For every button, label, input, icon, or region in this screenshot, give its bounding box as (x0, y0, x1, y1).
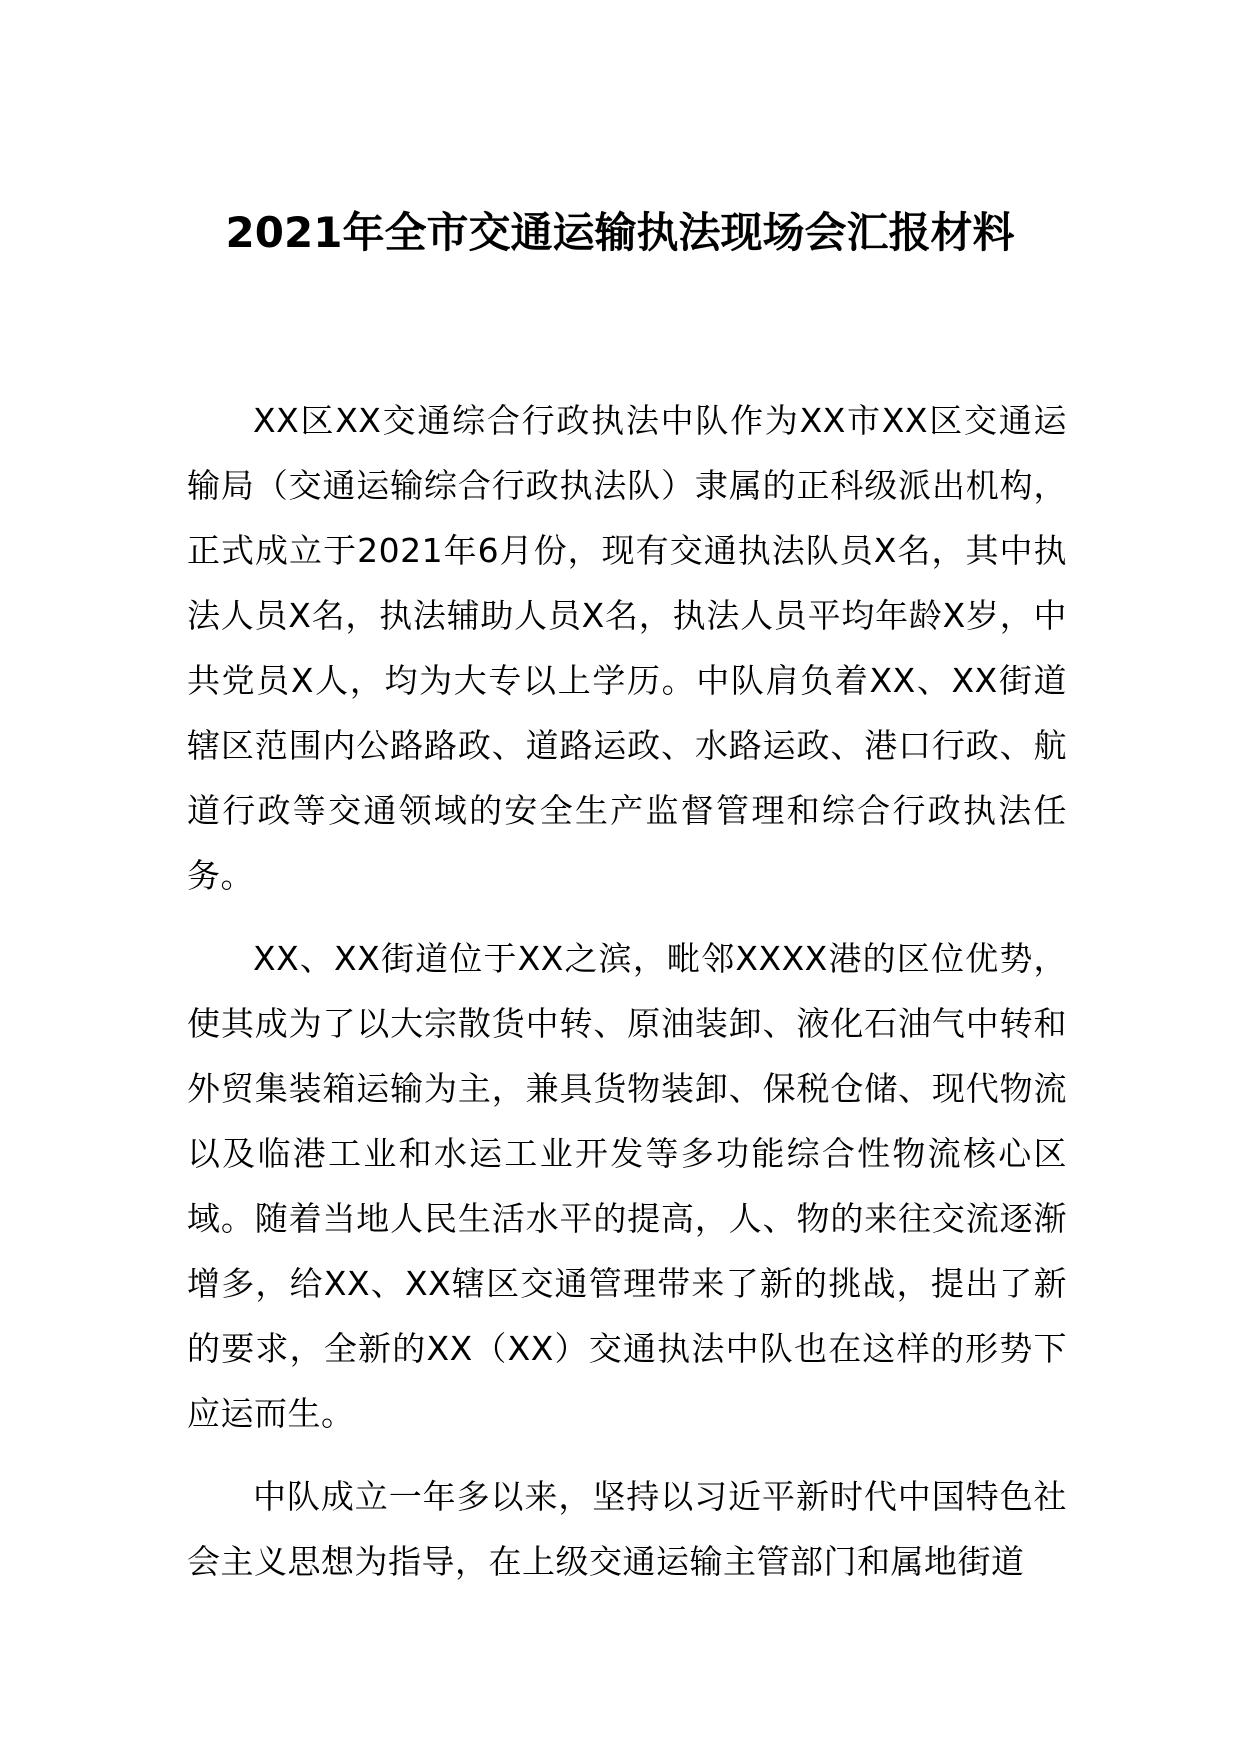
document-title: 2021年全市交通运输执法现场会汇报材料 (225, 208, 1015, 257)
paragraph-1: XX区XX交通综合行政执法中队作为XX市XX区交通运输局（交通运输综合行政执法队）隶属的正科级派出机构，正式成立于2021年6月份，现有交通执法队员X名，其中执法人员X名，执法辅助人员X名，执法人员平均年龄X岁，中共党员X人，均为大专以上学历。中队肩负着XX、XX街道辖区范围内公路路政、道路运政、水路运政、港口行政、航道行政等交通领域的安全生产监督管理和综合行政执法任务。 (187, 401, 1067, 895)
paragraph-2: XX、XX街道位于XX之滨，毗邻XXXX港的区位优势，使其成为了以大宗散货中转、原油装卸、液化石油气中转和外贸集装箱运输为主，兼具货物装卸、保税仓储、现代物流以及临港工业和水运工业开发等多功能综合性物流核心区域。随着当地人民生活水平的提高，人、物的来往交流逐渐增多，给XX、XX辖区交通管理带来了新的挑战，提出了新的要求，全新的XX（XX）交通执法中队也在这样的形势下应运而生。 (187, 939, 1067, 1433)
document-body (187, 388, 1067, 1612)
paragraph-3: 中队成立一年多以来，坚持以习近平新时代中国特色社会主义思想为指导，在上级交通运输主管部门和属地街道 (187, 1477, 1067, 1581)
